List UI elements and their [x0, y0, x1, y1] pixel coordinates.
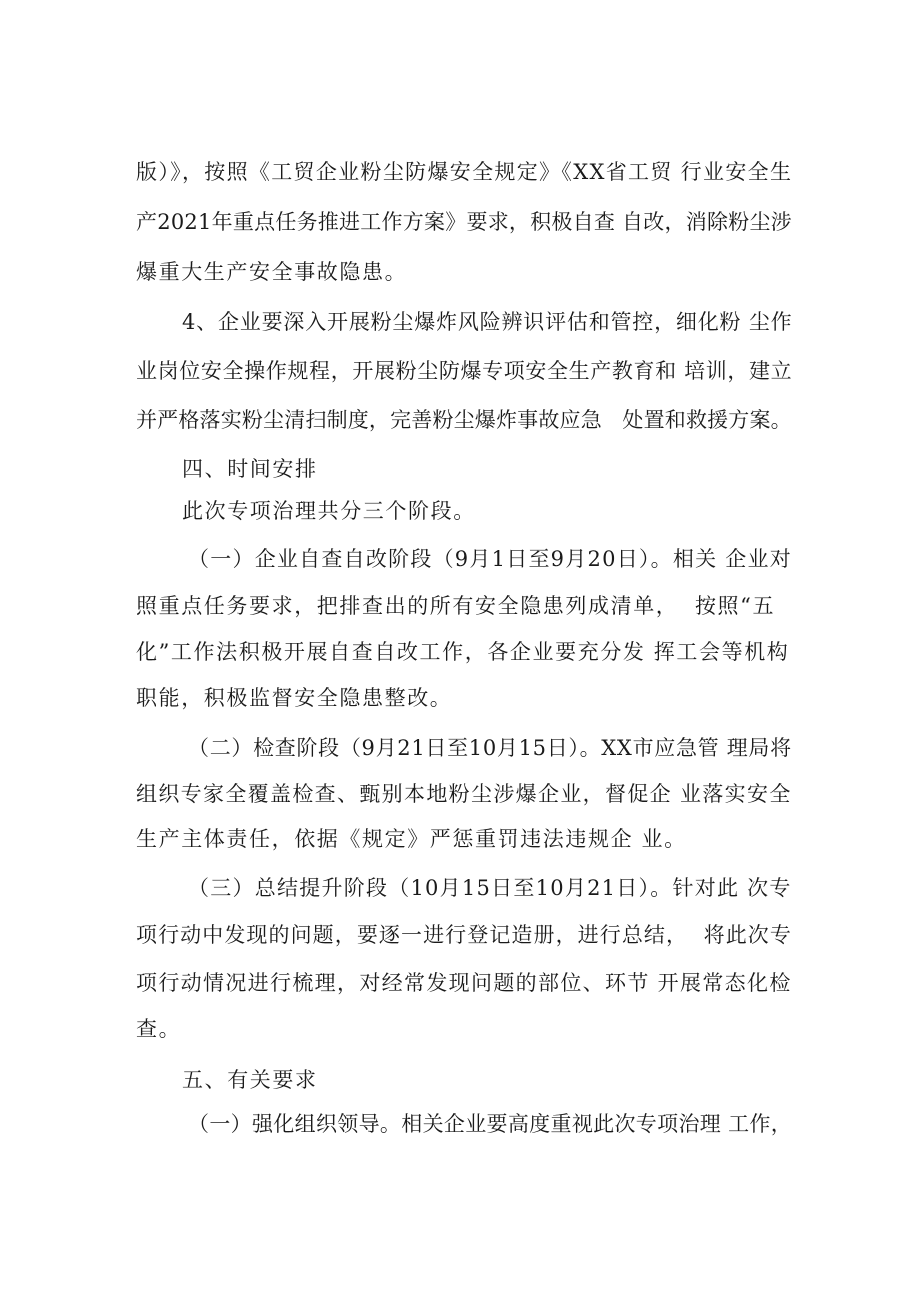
text-line: 并严格落实粉尘清扫制度，完善粉尘爆炸事故应急 处置和救援方案。: [136, 408, 792, 432]
text-line: 组织专家全覆盖检查、甄别本地粉尘涉爆企业，督促企 业落实安全: [136, 782, 792, 806]
text-line: 化”工作法积极开展自查自改工作，各企业要充分发 挥工会等机构: [136, 640, 790, 664]
text-line: （一）企业自查自改阶段（9月1日至9月20日）。相关 企业对: [188, 547, 792, 571]
section-heading: 五、有关要求: [182, 1068, 318, 1092]
text-line: （一）强化组织领导。相关企业要高度重视此次专项治理 工作，: [188, 1112, 793, 1136]
text-line: 4、企业要深入开展粉尘爆炸风险辨识评估和管控，细化粉 尘作: [182, 310, 793, 334]
text-line: （二）检查阶段（9月21日至10月15日）。XX市应急管 理局将: [188, 736, 792, 760]
text-line: （三）总结提升阶段（10月15日至10月21日）。针对此 次专: [188, 876, 792, 900]
text-line: 爆重大生产安全事故隐患。: [136, 260, 408, 284]
text-line: 项行动情况进行梳理，对经常发现问题的部位、环节 开展常态化检: [136, 971, 792, 995]
text-line: 生产主体责任，依据《规定》严惩重罚违法违规企 业。: [136, 827, 687, 851]
text-line: 查。: [136, 1017, 182, 1041]
text-line: 产2021年重点任务推进工作方案》要求，积极自查 自改，消除粉尘涉: [136, 210, 792, 234]
text-line: 此次专项治理共分三个阶段。: [182, 499, 476, 523]
text-line: 照重点任务要求，把排查出的所有安全隐患列成清单， 按照“五: [136, 594, 776, 618]
text-line: 版）》，按照《工贸企业粉尘防爆安全规定》《XX省工贸 行业安全生: [136, 160, 793, 184]
text-line: 职能，积极监督安全隐患整改。: [136, 686, 453, 710]
text-line: 项行动中发现的问题，要逐一进行登记造册，进行总结， 将此次专: [136, 923, 792, 947]
section-heading: 四、时间安排: [182, 457, 318, 481]
text-line: 业岗位安全操作规程，开展粉尘防爆专项安全生产教育和 培训，建立: [136, 359, 793, 383]
